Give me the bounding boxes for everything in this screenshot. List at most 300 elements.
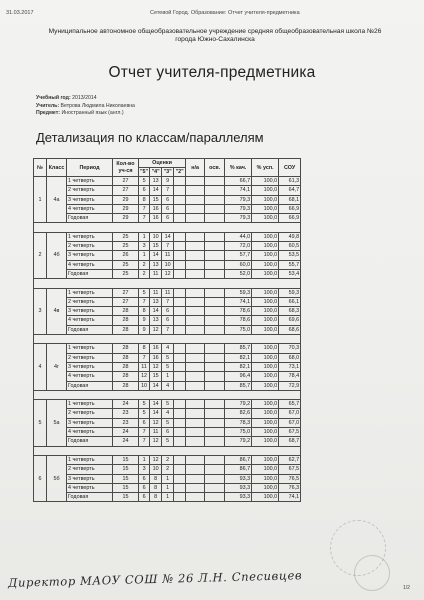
- grade5-cell: 10: [139, 381, 150, 390]
- table-row: [34, 344, 301, 353]
- table-row: [34, 214, 301, 223]
- period-cell: Годовая: [67, 325, 113, 334]
- meta-year: [36, 95, 135, 103]
- meta-subject-value: Иностранный язык (англ.): [61, 110, 124, 117]
- table-row: [34, 232, 301, 241]
- count-cell: 28: [113, 344, 139, 353]
- osv-cell: [205, 204, 225, 213]
- period-cell: Годовая: [67, 381, 113, 390]
- grade5-cell: 11: [139, 362, 150, 371]
- count-cell: 27: [113, 177, 139, 186]
- grade3-cell: 7: [162, 242, 174, 251]
- count-cell: 25: [113, 260, 139, 269]
- grade5-cell: 8: [139, 307, 150, 316]
- sou-cell: 74,1: [279, 493, 301, 502]
- count-cell: 15: [113, 483, 139, 492]
- sou-cell: 66,9: [279, 214, 301, 223]
- count-cell: 15: [113, 455, 139, 464]
- grade4-cell: 15: [150, 372, 162, 381]
- grade3-cell: 2: [162, 465, 174, 474]
- table-row: [34, 381, 301, 390]
- period-cell: 3 четверть: [67, 418, 113, 427]
- period-cell: 1 четверть: [67, 232, 113, 241]
- success-cell: 100,0: [252, 493, 279, 502]
- grade2-cell: [174, 325, 186, 334]
- row-number-cell: 5: [34, 400, 47, 446]
- osv-cell: [205, 474, 225, 483]
- table-row: [34, 269, 301, 278]
- grade2-cell: [174, 214, 186, 223]
- table-row: [34, 316, 301, 325]
- table-row: [34, 251, 301, 260]
- success-cell: 100,0: [252, 177, 279, 186]
- grade2-cell: [174, 195, 186, 204]
- print-date: 31.03.2017: [6, 10, 34, 16]
- group-spacer: [34, 390, 301, 399]
- class-name-cell: 4в: [47, 288, 67, 334]
- period-cell: 2 четверть: [67, 297, 113, 306]
- report-meta: [36, 95, 135, 118]
- grade5-cell: 1: [139, 455, 150, 464]
- count-cell: 27: [113, 297, 139, 306]
- table-row: [34, 372, 301, 381]
- period-cell: 1 четверть: [67, 344, 113, 353]
- na-cell: [186, 381, 205, 390]
- meta-year-value: 2013/2014: [72, 95, 97, 101]
- count-cell: 24: [113, 437, 139, 446]
- grade5-cell: 6: [139, 474, 150, 483]
- grade4-cell: 8: [150, 493, 162, 502]
- success-cell: 100,0: [252, 465, 279, 474]
- period-cell: 2 четверть: [67, 186, 113, 195]
- osv-cell: [205, 297, 225, 306]
- period-cell: 4 четверть: [67, 428, 113, 437]
- grade3-cell: 6: [162, 195, 174, 204]
- grade3-cell: 11: [162, 288, 174, 297]
- director-signature-line: Директор МАОУ СОШ № 26 Л.Н. Спесивцев: [7, 568, 303, 590]
- na-cell: [186, 195, 205, 204]
- grade4-cell: 16: [150, 353, 162, 362]
- grade3-cell: 2: [162, 455, 174, 464]
- success-cell: 100,0: [252, 474, 279, 483]
- count-cell: 15: [113, 474, 139, 483]
- sou-cell: 66,1: [279, 297, 301, 306]
- grade2-cell: [174, 260, 186, 269]
- grade5-cell: 7: [139, 437, 150, 446]
- quality-cell: 82,1: [225, 353, 252, 362]
- grade3-cell: 5: [162, 400, 174, 409]
- success-cell: 100,0: [252, 307, 279, 316]
- success-cell: 100,0: [252, 186, 279, 195]
- grade4-cell: 12: [150, 325, 162, 334]
- grade4-cell: 16: [150, 344, 162, 353]
- grade4-cell: 16: [150, 214, 162, 223]
- table-row: [34, 288, 301, 297]
- grade2-cell: [174, 316, 186, 325]
- header-grade-5: "5": [140, 169, 149, 175]
- na-cell: [186, 474, 205, 483]
- grade4-cell: 11: [150, 428, 162, 437]
- grade4-cell: 12: [150, 455, 162, 464]
- grade2-cell: [174, 344, 186, 353]
- period-cell: 3 четверть: [67, 474, 113, 483]
- table-row: [34, 297, 301, 306]
- na-cell: [186, 400, 205, 409]
- grade5-cell: 5: [139, 400, 150, 409]
- sou-cell: 67,0: [279, 409, 301, 418]
- na-cell: [186, 269, 205, 278]
- sou-cell: 55,7: [279, 260, 301, 269]
- grade3-cell: 5: [162, 353, 174, 362]
- header-osv: осв.: [205, 159, 225, 177]
- sou-cell: 66,9: [279, 204, 301, 213]
- section-title: Детализация по классам/параллелям: [36, 130, 264, 145]
- table-row: [34, 186, 301, 195]
- count-cell: 28: [113, 316, 139, 325]
- sou-cell: 62,7: [279, 455, 301, 464]
- grade2-cell: [174, 400, 186, 409]
- grade5-cell: 3: [139, 242, 150, 251]
- meta-subject: [36, 110, 135, 118]
- spacer-cell: [34, 279, 301, 288]
- header-success: % усп.: [252, 159, 279, 177]
- sou-cell: 59,3: [279, 288, 301, 297]
- table-row: [34, 428, 301, 437]
- count-cell: 24: [113, 400, 139, 409]
- table-row: [34, 493, 301, 502]
- grade4-cell: 12: [150, 437, 162, 446]
- grade5-cell: 2: [139, 269, 150, 278]
- table-row: [34, 195, 301, 204]
- quality-cell: 78,6: [225, 307, 252, 316]
- grade5-cell: 7: [139, 214, 150, 223]
- period-cell: 1 четверть: [67, 455, 113, 464]
- grade3-cell: 6: [162, 316, 174, 325]
- na-cell: [186, 251, 205, 260]
- table-row: [34, 362, 301, 371]
- success-cell: 100,0: [252, 316, 279, 325]
- grade2-cell: [174, 493, 186, 502]
- na-cell: [186, 437, 205, 446]
- osv-cell: [205, 269, 225, 278]
- table-row: [34, 455, 301, 464]
- grade4-cell: 13: [150, 316, 162, 325]
- success-cell: 100,0: [252, 353, 279, 362]
- spacer-cell: [34, 223, 301, 232]
- period-cell: 1 четверть: [67, 400, 113, 409]
- osv-cell: [205, 362, 225, 371]
- meta-year-label: Учебный год:: [36, 95, 71, 101]
- grade5-cell: 5: [139, 288, 150, 297]
- row-number-cell: 6: [34, 455, 47, 501]
- table-row: [34, 177, 301, 186]
- na-cell: [186, 493, 205, 502]
- count-cell: 15: [113, 493, 139, 502]
- count-cell: 29: [113, 195, 139, 204]
- grade2-cell: [174, 428, 186, 437]
- grade5-cell: 1: [139, 251, 150, 260]
- osv-cell: [205, 325, 225, 334]
- grade4-cell: 10: [150, 232, 162, 241]
- table-row: [34, 418, 301, 427]
- grade2-cell: [174, 232, 186, 241]
- sou-cell: 67,5: [279, 465, 301, 474]
- grade4-cell: 15: [150, 242, 162, 251]
- grade4-cell: 8: [150, 483, 162, 492]
- na-cell: [186, 232, 205, 241]
- count-cell: 28: [113, 381, 139, 390]
- success-cell: 100,0: [252, 214, 279, 223]
- osv-cell: [205, 381, 225, 390]
- organization-line-2: города Южно-Сахалинска: [175, 36, 255, 43]
- quality-cell: 82,6: [225, 409, 252, 418]
- count-cell: 29: [113, 214, 139, 223]
- success-cell: 100,0: [252, 381, 279, 390]
- na-cell: [186, 316, 205, 325]
- table-row: [34, 465, 301, 474]
- grade2-cell: [174, 418, 186, 427]
- grade2-cell: [174, 474, 186, 483]
- school-stamp: [354, 555, 390, 591]
- grade2-cell: [174, 483, 186, 492]
- success-cell: 100,0: [252, 372, 279, 381]
- grade4-cell: 14: [150, 400, 162, 409]
- page-number: 1/2: [403, 585, 410, 591]
- grade3-cell: 10: [162, 260, 174, 269]
- na-cell: [186, 465, 205, 474]
- sou-cell: 76,3: [279, 483, 301, 492]
- grade2-cell: [174, 409, 186, 418]
- grade3-cell: 11: [162, 251, 174, 260]
- osv-cell: [205, 186, 225, 195]
- grade5-cell: 9: [139, 325, 150, 334]
- na-cell: [186, 204, 205, 213]
- na-cell: [186, 242, 205, 251]
- success-cell: 100,0: [252, 260, 279, 269]
- table-row: [34, 242, 301, 251]
- group-spacer: [34, 279, 301, 288]
- grade3-cell: 7: [162, 325, 174, 334]
- sou-cell: 78,4: [279, 372, 301, 381]
- sou-cell: 68,0: [279, 353, 301, 362]
- grade4-cell: 11: [150, 288, 162, 297]
- na-cell: [186, 409, 205, 418]
- meta-subject-label: Предмет:: [36, 110, 60, 117]
- osv-cell: [205, 242, 225, 251]
- spacer-cell: [34, 390, 301, 399]
- osv-cell: [205, 493, 225, 502]
- grade3-cell: 6: [162, 428, 174, 437]
- grade3-cell: 4: [162, 409, 174, 418]
- header-na: н/а: [186, 159, 205, 177]
- grade3-cell: 6: [162, 204, 174, 213]
- row-number-cell: 2: [34, 232, 47, 278]
- grade3-cell: 1: [162, 493, 174, 502]
- grade2-cell: [174, 372, 186, 381]
- grade3-cell: 7: [162, 186, 174, 195]
- meta-teacher-value: Ветрова Людмила Николаевна: [60, 102, 135, 109]
- class-detail-table: [33, 158, 301, 502]
- table-row: [34, 400, 301, 409]
- table-row: [34, 307, 301, 316]
- group-spacer: [34, 335, 301, 344]
- osv-cell: [205, 418, 225, 427]
- table-body: [34, 177, 301, 502]
- period-cell: 4 четверть: [67, 316, 113, 325]
- quality-cell: 78,6: [225, 316, 252, 325]
- print-header-title: Сетевой Город. Образование: Отчет учителя-предметника: [150, 10, 300, 16]
- quality-cell: 79,2: [225, 437, 252, 446]
- osv-cell: [205, 455, 225, 464]
- success-cell: 100,0: [252, 204, 279, 213]
- quality-cell: 82,1: [225, 362, 252, 371]
- period-cell: 3 четверть: [67, 307, 113, 316]
- period-cell: 1 четверть: [67, 177, 113, 186]
- grade2-cell: [174, 437, 186, 446]
- success-cell: 100,0: [252, 195, 279, 204]
- quality-cell: 85,7: [225, 344, 252, 353]
- grade4-cell: 11: [150, 269, 162, 278]
- success-cell: 100,0: [252, 418, 279, 427]
- table-row: [34, 325, 301, 334]
- count-cell: 26: [113, 251, 139, 260]
- table-row: [34, 437, 301, 446]
- quality-cell: 74,1: [225, 297, 252, 306]
- grade5-cell: 2: [139, 260, 150, 269]
- grade2-cell: [174, 381, 186, 390]
- count-cell: 27: [113, 288, 139, 297]
- osv-cell: [205, 344, 225, 353]
- quality-cell: 93,3: [225, 483, 252, 492]
- quality-cell: 75,0: [225, 325, 252, 334]
- success-cell: 100,0: [252, 288, 279, 297]
- grade2-cell: [174, 251, 186, 260]
- count-cell: 29: [113, 204, 139, 213]
- class-name-cell: 4г: [47, 344, 67, 390]
- grade5-cell: 8: [139, 344, 150, 353]
- period-cell: 2 четверть: [67, 242, 113, 251]
- grade2-cell: [174, 242, 186, 251]
- na-cell: [186, 325, 205, 334]
- grade5-cell: 7: [139, 204, 150, 213]
- osv-cell: [205, 195, 225, 204]
- header-grade-3: "3": [163, 169, 172, 175]
- osv-cell: [205, 372, 225, 381]
- success-cell: 100,0: [252, 428, 279, 437]
- quality-cell: 74,1: [225, 186, 252, 195]
- period-cell: 2 четверть: [67, 465, 113, 474]
- success-cell: 100,0: [252, 242, 279, 251]
- success-cell: 100,0: [252, 325, 279, 334]
- grade2-cell: [174, 455, 186, 464]
- osv-cell: [205, 353, 225, 362]
- success-cell: 100,0: [252, 362, 279, 371]
- na-cell: [186, 177, 205, 186]
- grade5-cell: 1: [139, 232, 150, 241]
- na-cell: [186, 186, 205, 195]
- class-name-cell: 4б: [47, 232, 67, 278]
- grade2-cell: [174, 269, 186, 278]
- count-cell: 28: [113, 353, 139, 362]
- table-row: [34, 353, 301, 362]
- period-cell: Годовая: [67, 214, 113, 223]
- sou-cell: 65,7: [279, 400, 301, 409]
- grade3-cell: 4: [162, 381, 174, 390]
- grade2-cell: [174, 288, 186, 297]
- group-spacer: [34, 223, 301, 232]
- sou-cell: 53,4: [279, 269, 301, 278]
- grade5-cell: 3: [139, 465, 150, 474]
- sou-cell: 68,3: [279, 307, 301, 316]
- grade5-cell: 7: [139, 353, 150, 362]
- sou-cell: 68,7: [279, 437, 301, 446]
- quality-cell: 85,7: [225, 381, 252, 390]
- period-cell: Годовая: [67, 269, 113, 278]
- grade3-cell: 1: [162, 372, 174, 381]
- sou-cell: 76,5: [279, 474, 301, 483]
- quality-cell: 66,7: [225, 177, 252, 186]
- success-cell: 100,0: [252, 251, 279, 260]
- sou-cell: 49,8: [279, 232, 301, 241]
- grade4-cell: 8: [150, 474, 162, 483]
- count-cell: 28: [113, 325, 139, 334]
- quality-cell: 79,3: [225, 195, 252, 204]
- osv-cell: [205, 251, 225, 260]
- count-cell: 25: [113, 242, 139, 251]
- grade4-cell: 13: [150, 260, 162, 269]
- osv-cell: [205, 465, 225, 474]
- quality-cell: 79,3: [225, 204, 252, 213]
- sou-cell: 67,0: [279, 418, 301, 427]
- success-cell: 100,0: [252, 232, 279, 241]
- grade5-cell: 6: [139, 186, 150, 195]
- quality-cell: 59,3: [225, 288, 252, 297]
- osv-cell: [205, 428, 225, 437]
- count-cell: 24: [113, 428, 139, 437]
- quality-cell: 93,3: [225, 474, 252, 483]
- class-name-cell: 5а: [47, 400, 67, 446]
- class-name-cell: 4а: [47, 177, 67, 223]
- row-number-cell: 1: [34, 177, 47, 223]
- grade3-cell: 4: [162, 344, 174, 353]
- osv-cell: [205, 177, 225, 186]
- success-cell: 100,0: [252, 297, 279, 306]
- row-number-cell: 4: [34, 344, 47, 390]
- header-period: Период: [67, 159, 113, 177]
- grade5-cell: 5: [139, 409, 150, 418]
- header-sou: СОУ: [279, 159, 301, 177]
- osv-cell: [205, 288, 225, 297]
- grade5-cell: 7: [139, 297, 150, 306]
- grade3-cell: 1: [162, 483, 174, 492]
- grade4-cell: 14: [150, 307, 162, 316]
- na-cell: [186, 418, 205, 427]
- na-cell: [186, 483, 205, 492]
- osv-cell: [205, 483, 225, 492]
- sou-cell: 68,1: [279, 195, 301, 204]
- table-row: [34, 483, 301, 492]
- sou-cell: 61,3: [279, 177, 301, 186]
- sou-cell: 67,5: [279, 428, 301, 437]
- grade4-cell: 10: [150, 465, 162, 474]
- table-header-row-1: [34, 159, 301, 168]
- grade4-cell: 14: [150, 409, 162, 418]
- period-cell: 4 четверть: [67, 204, 113, 213]
- na-cell: [186, 372, 205, 381]
- sou-cell: 68,6: [279, 325, 301, 334]
- na-cell: [186, 260, 205, 269]
- count-cell: 28: [113, 362, 139, 371]
